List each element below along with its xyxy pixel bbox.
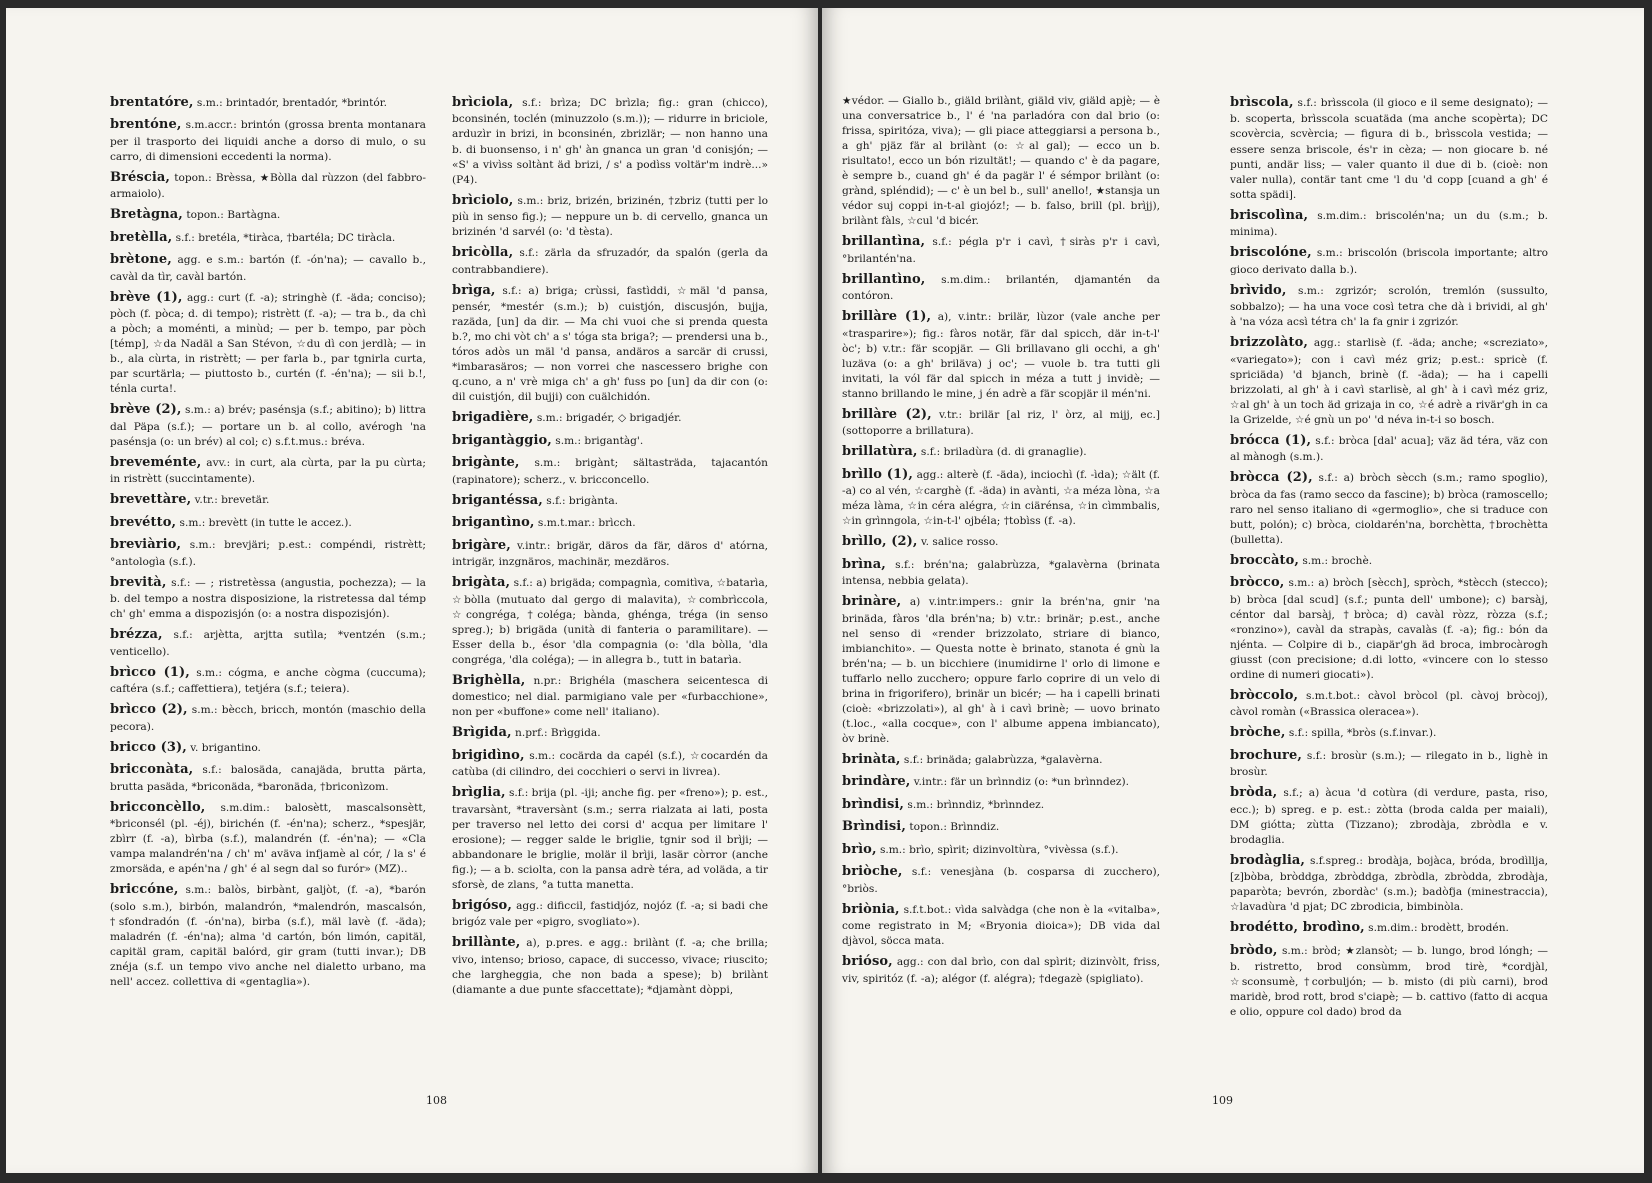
entry-definition: v. brigantino. <box>190 741 261 754</box>
entry-definition: s.m.: brìo, spìrit; dizinvoltùra, °vivèssa (s.f.). <box>879 843 1119 856</box>
dictionary-entry <box>1230 852 1548 916</box>
entry-definition: s.m.: brìnndiz, *brìnndez. <box>907 798 1045 811</box>
headword: briòche, <box>842 864 903 880</box>
dictionary-entry <box>452 432 768 450</box>
entry-definition: n.prf.: Brìggida. <box>515 727 601 740</box>
dictionary-entry <box>110 626 426 659</box>
entry-definition: s.m.: briscolón (briscola importante; altro gioco derivato dalla b.). <box>1230 247 1548 276</box>
headword: bricconàta, <box>110 762 194 778</box>
headword: brézza, <box>110 627 163 643</box>
entry-definition: s.f.: arjètta, arjtta sutìla; *ventzén (s.m.; venticello). <box>110 629 426 658</box>
dictionary-entry <box>842 233 1160 266</box>
dictionary-entry <box>842 841 1160 859</box>
headword: brevettàre, <box>110 492 192 508</box>
entry-definition: s.f.: zärla da sfruzadór, da spalón (gerla da contrabbandiere). <box>452 247 768 276</box>
entry-definition: v.intr.: brigär, däros da fär, däros d' atórna, intrigär, inzgnäros, machinär, mezdäros. <box>452 539 769 569</box>
dictionary-entry <box>110 514 426 532</box>
headword: Brighèlla, <box>452 672 526 688</box>
headword: Bretàgna, <box>110 207 183 223</box>
headword: bròccolo, <box>1230 687 1299 703</box>
left-column-2 <box>452 94 768 1002</box>
entry-definition: s.m.: a) bròch [sècch], spròch, *stècch (stecco); b) bròca [dal scud] (s.f.; punta dell' umbone); c) barsàj, céntor dal barsàj, †bròca; d) cavàl ròzz, ròzza (s.f.; «ronzino»), cavàl da strapàs, cavalàs (f. -a); fig.: bón da njénta. — Colpire di b., ciapär'gh äd broca, imbrocàrogh giusst (con precisione; d.di lotto, «vincere con lo stesso ordine di numeri giocati»). <box>1230 577 1548 681</box>
entry-definition: s.m.: a) brév; pasénsja (s.f.; abitino); b) littra dal Päpa (s.f.); — portare un b. al collo, avérogh 'na pasénsja (o: un brév) al col; c) s.f.t.mus.: bréva. <box>110 404 426 448</box>
dictionary-entry <box>110 799 426 878</box>
dictionary-entry <box>452 574 768 668</box>
dictionary-entry <box>842 863 1160 896</box>
entry-definition: s.f.: pégla p'r i cavì, †siràs p'r i cavì, °brilantén'na. <box>842 236 1160 265</box>
entry-definition: s.m.: balòs, birbànt, galjòt, (f. -a), *barón (solo s.m.), birbón, malandrón, *malendrón, mascalsón, †sfondradón (f. -ón'na), birba (s.f.), mäl lavè (f. -äda); maladrén (f. -én'na); alma 'd cartón, bón limón, capitäl, capitäl gram, capitäl balórd, gir gram (tutti invar.); DB znéja (s.f. un tempo vivo anche nel dialetto urbano, ma nell' accez. collettiva di «gentaglia»). <box>110 884 427 988</box>
dictionary-entry <box>1230 942 1548 1021</box>
entry-definition: s.f.: spilla, *bròs (s.f.invar.). <box>1288 727 1437 740</box>
entry-definition: s.m.dim.: briscolén'na; un du (s.m.; b. minima). <box>1230 209 1548 239</box>
dictionary-entry <box>452 492 768 510</box>
dictionary-entry <box>1230 784 1548 848</box>
entry-definition: s.f.: brìza; DC brìzla; fig.: gran (chicco), bconsinén, toclén (minuzzolo (s.m.)); — ridurre in briciole, arduzìr in brizi, in bconsinén, zbrizlär; — non hanno una b. di buonsenso, i n' gh' àn gnanca un gran 'd conisjón; — «S' a vivìss soltànt äd brizi, / s' a podìss voltär'm indrè...» (P4). <box>452 97 768 186</box>
headword: brillàre (2), <box>842 406 932 422</box>
dictionary-entry <box>452 934 768 998</box>
entry-definition: s.m.: brigantàg'. <box>555 434 644 447</box>
dictionary-entry <box>1230 432 1548 465</box>
dictionary-entry <box>842 533 1160 551</box>
headword: brevità, <box>110 574 167 590</box>
headword: bròcca (2), <box>1230 470 1313 486</box>
entry-definition: s.m.dim.: brodètt, brodén. <box>1368 922 1509 935</box>
entry-definition: topon.: Bartàgna. <box>186 209 281 222</box>
dictionary-entry <box>110 94 426 112</box>
headword: brigóso, <box>452 897 512 913</box>
headword: brillàre (1), <box>842 309 932 325</box>
dictionary-entry <box>1230 747 1548 780</box>
entry-definition: agg.: alterè (f. -äda), inciochì (f. -ìda); ☆ält (f. -a) co al vén, ☆carghè (f. -äda) in avànti, ☆a méza lòna, ☆a méza làma, ☆in céra alégra, ☆in ciärénsa, ☆in cìmmbalis, ☆in grìnngola, ☆in-t-l' ojbéla; †tobìss (f. -a). <box>842 468 1160 528</box>
dictionary-entry <box>110 536 426 569</box>
entry-definition: s.f.: venesjàna (b. cosparsa di zucchero), °briòs. <box>842 866 1161 895</box>
headword: brètone, <box>110 252 172 268</box>
dictionary-entry <box>110 881 426 990</box>
headword: brodàglia, <box>1230 852 1306 868</box>
headword: brigantéssa, <box>452 492 543 508</box>
headword: briscolìna, <box>1230 207 1309 223</box>
dictionary-entry <box>842 271 1160 304</box>
dictionary-entry <box>842 751 1160 769</box>
headword: brève (1), <box>110 289 183 305</box>
headword: brìna, <box>842 556 886 572</box>
dictionary-entry <box>1230 334 1548 428</box>
headword: brìllo (1), <box>842 466 914 482</box>
entry-definition: s.f.: a) bròch sècch (s.m.; ramo spoglio), bròca da fas (ramo secco da fascine); b) bròca (ramoscello; raro nel senso italiano di «germoglio», che si traduce con butt, polón); c) bròca, cioldarén'na, borchètta, †brochètta (bulletta). <box>1230 472 1549 546</box>
dictionary-entry <box>1230 282 1548 331</box>
entry-definition: s.f.; a) àcua 'd cotùra (di verdure, pasta, riso, ecc.); b) spreg. e p. est.: zòtta (broda calda per maiali), DM giótta; zùtta (Tizzano); zbrodàja, zbròdla e v. brodaglia. <box>1230 787 1548 846</box>
entry-definition: ★védor. — Giallo b., giäld brilànt, giäld viv, giäld apjè; — è una conversatrice b., l' é 'na parladóra con dal brio (o: frissa, spiritóza, viva); — gli piace atteggiarsi a persona b., a gh' pjäz fär al brilànt (o: ☆al gal); — ecco un b. risultato!, ecco un bón rizultät!; — quando c' è da pagare, è sempre b., cuand gh' é da pagär l' é sémpor brilànt (o: grànd, spléndid); — c' è un bel b., sull' anello!, ★stansja un védor suj coppi in-t-al giojóz!; — b. falso, brill (pl. brìjj), brilànt fàls, ☆cul 'd bicér. <box>842 95 1160 228</box>
headword: brentóne, <box>110 117 182 133</box>
entry-definition: agg.: con dal brìo, con dal spìrit; dizinvòlt, friss, viv, spiritóz (f. -a); alégor (f. alégra); †degazè (spigliato). <box>842 956 1160 985</box>
entry-definition: s.m.: brintadór, brentadór, *brintór. <box>196 97 388 109</box>
dictionary-entry <box>1230 687 1548 720</box>
entry-definition: s.f.: a) briga; crùssi, fastìddi, ☆mäl 'd pansa, pensér, *mestér (s.m.); b) cuistjón, discusjón, bujja, razäda, [un] da dir. — Ma chi vuoi che si prenda questa b.?, mo chi vòt ch' a s' tóga sta briga?; — prendersi una b., tóros adòs un mäl 'd pansa, andäros a sarcär di crussi, *imbarasäros; — non vorrei che nascessero brighe con q.cuno, a n' vrè miga ch' a gh' fuss po [un] da dir con (o: dil cuistjón, dil bujji) con cuälchidón. <box>452 284 768 404</box>
dictionary-entry <box>452 282 768 406</box>
right-column-2 <box>1230 94 1548 1024</box>
dictionary-entry <box>842 593 1160 747</box>
headword: breviàrio, <box>110 537 182 553</box>
dictionary-entry <box>110 289 426 398</box>
headword: breveménte, <box>110 455 202 470</box>
headword: brìo, <box>842 841 877 857</box>
dictionary-entry <box>1230 207 1548 240</box>
right-page <box>822 8 1644 1173</box>
entry-definition: agg.: starlisè (f. -äda; anche; «screziato», «variegato»); con i cavì méz griz; p.est.: spricè (f. spriciäda) 'd bjanch, brinè (f. -äda); — ha i capelli brizzolati, al gh' à i cavì starlisè, al gh' à i cavì méz griz, ☆al gh' à un toch äd grizaja in co, ☆é adrè a rivär'gh in ca la Grizelde, ☆é gnù un po' 'd néva in-t-i so bosch. <box>1230 337 1548 426</box>
dictionary-entry <box>452 454 768 487</box>
headword: brìscola, <box>1230 95 1294 110</box>
dictionary-entry <box>1230 574 1548 683</box>
entry-definition: a), v.intr.: brilär, lùzor (vale anche per «trasparire»); fig.: fàros notär, fär dal spicch, där in-t-l' òc'; b) v.tr.: fär scopjär. — Gli brillavano gli occhi, a gh' luzäva (o: a gh' briläva) j oc'; — vuole b. tra tutti gli invitati, la vól fär dal spicch in méza a tutt j invidè; — stanno brillando le mine, j én adrè a fär scopjär il mén'ni. <box>842 311 1160 400</box>
dictionary-entry <box>842 796 1160 814</box>
dictionary-entry <box>110 491 426 509</box>
dictionary-entry <box>110 116 426 165</box>
headword: bròda, <box>1230 785 1278 801</box>
entry-definition: s.m.t.mar.: brìcch. <box>537 517 636 530</box>
entry-definition: s.m.: briz, brizén, brizinén, †zbriz (tutti per lo più in senso fig.); — neppure un b. di cervello, gnanca un brizinén 'd sarvél (o: 'd tèsta). <box>452 194 768 239</box>
entry-definition: s.f.spreg.: brodàja, bojàca, bróda, brodìllja, [z]bòba, bròddga, zbròddga, zbròdla, zbròdda, zbrodàja, paparòta; bevrón, zbordàc' (s.m.); badòfja (minestraccia), ☆lavadùra 'd pjat; DC zbrodicia, bimbinòla. <box>1230 854 1548 914</box>
entry-definition: s.f.: — ; ristretèssa (angustia, pochezza); — la b. del tempo a nostra disposizione, la ristretessa dal témp ch' gh' emma a dispozisjón (o: a nostra dispozisjón). <box>110 576 426 621</box>
dictionary-entry <box>452 94 768 188</box>
entry-definition: s.m.dim.: balosètt, mascalsonsètt, *briconsél (pl. -éj), birichén (f. -én'na); scherz., *spesjär, zbìrr (f. -a), bìrba (s.f.), malandrén (f. -én'na); — «Cla vampa malandrén'na / ch' m' aväva infjamè al cór, / la s' é zmorsäda, e apén'na / gh' é al segn dal so furór» (MZ).. <box>110 801 427 876</box>
dictionary-entry <box>110 251 426 284</box>
dictionary-entry <box>842 953 1160 986</box>
dictionary-entry <box>110 454 426 487</box>
dictionary-entry <box>452 897 768 930</box>
headword: brindàre, <box>842 774 911 790</box>
headword: Brìndisi, <box>842 819 906 835</box>
dictionary-entry <box>452 747 768 780</box>
dictionary-entry <box>842 443 1160 461</box>
entry-definition: v. salice rosso. <box>920 536 999 549</box>
entry-definition: s.f.: balosäda, canajäda, brutta pärta, brutta pasäda, *briconäda, *baronäda, †briconìzom. <box>110 764 427 793</box>
entry-definition: s.f.: brigànta. <box>546 494 619 507</box>
headword: brigantìno, <box>452 515 535 531</box>
headword: Brìgida, <box>452 725 512 741</box>
headword: brillànte, <box>452 935 521 951</box>
headword: brinàta, <box>842 752 901 768</box>
headword: brinàre, <box>842 594 902 610</box>
entry-definition: s.f.: brinäda; galabrùzza, *galavèrna. <box>903 754 1103 767</box>
headword: brillatùra, <box>842 444 918 460</box>
dictionary-entry <box>110 229 426 247</box>
entry-definition: s.m.accr.: brintón (grossa brenta montanara per il trasporto dei liquidi anche a dorso di mulo, o su carro, di dimensioni eccedenti la norma). <box>110 119 426 163</box>
dictionary-entry <box>842 773 1160 791</box>
headword: brìga, <box>452 282 496 298</box>
headword: brizzolàto, <box>1230 335 1308 351</box>
headword: brigadière, <box>452 410 534 426</box>
headword: brigàta, <box>452 575 511 591</box>
entry-definition: s.m.: bècch, bricch, montón (maschio della pecora). <box>110 704 426 733</box>
dictionary-entry <box>842 818 1160 836</box>
entry-definition: s.m.t.bot.: càvol bròcol (pl. càvoj bròcoj), càvol romàn («Brassica oleracea»). <box>1230 689 1548 719</box>
headword: broccàto, <box>1230 552 1299 568</box>
entry-definition: s.m.: brigadér, ◇ brigadjér. <box>536 412 682 425</box>
entry-definition: s.m.: cógma, e anche cògma (cuccuma); caftéra (s.f.; caffettiera), tetjéra (s.f.; teiera). <box>110 666 426 696</box>
entry-definition: s.f.t.bot.: vìda salvàdga (che non è la «vitalba», come registrato in M; «Bryonia dioica»); DB vida dal djàvol, söcca mata. <box>842 903 1160 948</box>
entry-definition: s.f.: brén'na; galabrùzza, *galavèrna (brinata intensa, nebbia gelata). <box>842 558 1160 588</box>
dictionary-entry <box>110 739 426 757</box>
entry-definition: s.m.: bròd; ★zlansòt; — b. lungo, brod lóngh; — b. ristretto, brod consùmm, brod tirè, *cordjàl, ☆sconsumè, †corbuljón; — b. misto (di più carni), brod maridè, brod rott, brod s'ciapè; — b. cattivo (fatto di acqua e olio, oppure col dado) brod da <box>1230 944 1548 1019</box>
entry-definition: s.m.: cocärda da capél (s.f.), ☆cocardén da catùba (di cilindro, dei cocchieri o servi in livrea). <box>452 749 768 779</box>
dictionary-entry <box>1230 552 1548 570</box>
headword: bricòlla, <box>452 245 514 261</box>
entry-definition: s.m.: brigànt; sältasträda, tajacantón (rapinatore); scherz., v. bricconcello. <box>452 457 768 486</box>
dictionary-entry <box>452 724 768 742</box>
headword: brigidìno, <box>452 747 525 763</box>
headword: brodétto, brodìno, <box>1230 920 1365 936</box>
entry-definition: a), p.pres. e agg.: brilànt (f. -a; che brilla; vivo, intenso; brioso, capace, di successo, vivace; riuscito; che largheggia, che non bada a spese); b) brilànt (diamante a due punte sfaccettate); *djamànt dòppi, <box>452 937 768 996</box>
headword: brigànte, <box>452 455 520 471</box>
dictionary-entry <box>452 244 768 277</box>
entry-definition: s.m.: brochè. <box>1302 554 1373 567</box>
entry-definition: v.tr.: brevetär. <box>194 494 270 507</box>
headword: bròcco, <box>1230 575 1285 591</box>
headword: brentatóre, <box>110 95 194 110</box>
dictionary-entry <box>1230 724 1548 742</box>
dictionary-entry <box>110 574 426 623</box>
entry-definition: s.f.: bretéla, *tiràca, †bartéla; DC tiràcla. <box>175 231 396 244</box>
entry-definition: s.f.: a) brigäda; compagnìa, comitìva, ☆batarìa, ☆bòlla (mutuato dal gergo di malavita), ☆combrìccola, ☆congréga, †coléga; bànda, ghénga, tréga (in senso spreg.); b) brigäda (unità di fanteria o paramilitare). — Esser della b., ésor 'dla compagnia (o: 'dla bòlla, 'dla congréga, 'dla coléga); — in allegra b., tutt in batarìa. <box>452 577 769 666</box>
headword: bròche, <box>1230 725 1286 741</box>
headword: brióso, <box>842 954 893 970</box>
entry-definition: s.m.: zgrizór; scrolón, tremlón (sussulto, sobbalzo); — ha una voce così tetra che dà i brividi, al gh' à 'na vóza acsì tétra ch' la fa gnir i zgrizór. <box>1230 284 1548 329</box>
dictionary-entry <box>1230 469 1548 548</box>
dictionary-entry <box>1230 919 1548 937</box>
headword: briscolóne, <box>1230 245 1312 261</box>
entry-definition: v.tr.: brilär [al riz, l' òrz, al mijj, ec.] (sottoporre a brillatura). <box>842 408 1160 438</box>
headword: brìcco (1), <box>110 664 190 680</box>
dictionary-entry <box>110 761 426 794</box>
dictionary-entry <box>110 701 426 734</box>
headword: bricco (3), <box>110 739 187 755</box>
entry-definition: s.f.: brìsscola (il gioco e il seme designato); — b. scoperta, brìsscola scuatäda (ma anche scopèrta); DC scovèrcia, scvèrcia; — figura di b., brìsscola vestida; — essere senza briscole, és'r in cèza; — non giocare b. né punti, andär liss; — valer quanto il due di b. (cioè: non valer nulla), contär tant cme 'l du 'd copp [cuand a gh' é sotta spädi]. <box>1230 97 1549 201</box>
entry-definition: topon.: Brèssa, ★Bòlla dal rùzzon (del fabbro-armaiolo). <box>110 171 426 201</box>
dictionary-entry <box>842 308 1160 402</box>
entry-definition: agg.: curt (f. -a); stringhè (f. -äda; conciso); pòch (f. pòca; d. di tempo); ristrètt (f. -a); — tra b., da chì a pòch; a moménti, a minùd; — per b. tempo, par pòch [témp], ☆da Nadäl a San Stévon, ☆du dì con jerdlà; — in b., ala cùrta, in ristrètt; — per farla b., par tgnirla curta, par scurtärla; — piuttosto b., curtén (f. -én'na); — sii b.!, ténla curta!. <box>110 291 427 396</box>
dictionary-entry <box>110 401 426 450</box>
left-page <box>6 8 818 1173</box>
headword: brève (2), <box>110 402 182 418</box>
entry-definition: s.f.: brosùr (s.m.); — rilegato in b., lighè in brosùr. <box>1230 749 1548 779</box>
headword: brìglia, <box>452 785 506 801</box>
entry-definition: avv.: in curt, ala cùrta, par la pu cùrta; in ristrètt (succintamente). <box>110 457 426 486</box>
left-column-1 <box>110 94 426 994</box>
headword: brevétto, <box>110 514 177 530</box>
dictionary-entry <box>842 556 1160 589</box>
dictionary-entry <box>110 169 426 202</box>
headword: brìciola, <box>452 95 514 110</box>
headword: brillantìna, <box>842 234 926 250</box>
headword: brìndisi, <box>842 796 905 812</box>
entry-definition: s.f.: bròca [dal' acua]; väz äd téra, väz con al mànogh (s.m.). <box>1230 434 1548 464</box>
entry-definition: agg. e s.m.: bartón (f. -ón'na); — cavallo b., cavàl da tìr, cavàl bartón. <box>110 254 426 283</box>
entry-definition: s.m.: brevjäri; p.est.: compéndi, ristrètt; °antologìa (s.f.). <box>110 539 427 568</box>
headword: brìllo, (2), <box>842 534 918 550</box>
dictionary-entry <box>1230 244 1548 277</box>
dictionary-entry <box>842 406 1160 439</box>
dictionary-entry <box>842 94 1160 229</box>
headword: brillantìno, <box>842 271 926 287</box>
entry-definition: n.pr.: Brighéla (maschera seicentesca di domestico; nel dial. parmigiano vale per «furbacchione», non per «buffone» come nell' italiano). <box>452 674 768 719</box>
right-column-1 <box>842 94 1160 991</box>
dictionary-entry <box>452 784 768 893</box>
headword: bretèlla, <box>110 229 173 245</box>
dictionary-entry <box>1230 94 1548 203</box>
dictionary-entry <box>452 537 768 570</box>
dictionary-entry <box>110 664 426 697</box>
entry-definition: agg.: dificcil, fastidjóz, nojóz (f. -a; si badi che brigóz vale per «pigro, svogliato»). <box>452 899 768 929</box>
headword: briccóne, <box>110 882 179 898</box>
dictionary-entry <box>452 409 768 427</box>
page-number-right: 109 <box>1212 1094 1233 1107</box>
dictionary-entry <box>452 672 768 721</box>
entry-definition: s.m.dim.: brilantén, djamantén da contóron. <box>842 273 1160 303</box>
headword: brigàre, <box>452 537 511 553</box>
headword: brìvido, <box>1230 282 1287 298</box>
headword: brócca (1), <box>1230 432 1312 448</box>
entry-definition: v.intr.: fär un brìnndiz (o: *un brìnndez). <box>913 776 1129 789</box>
page-number-left: 108 <box>426 1094 447 1107</box>
entry-definition: s.f.: briladùra (d. di granaglie). <box>920 446 1087 459</box>
headword: bròdo, <box>1230 942 1278 958</box>
dictionary-entry <box>452 514 768 532</box>
entry-definition: topon.: Brìnndiz. <box>909 821 1000 834</box>
headword: bricconcèllo, <box>110 799 206 815</box>
entry-definition: s.f.: brija (pl. -iji; anche fig. per «freno»); p. est., travarsànt, *traversànt (s.m.; serra rialzata ai lati, posta per traverso nel letto dei corsi d' acqua per limitare l' erosione); — regger salde le briglie, tgnir sod il brìji; — abbandonare le briglie, molär il brìji, lasär còrror (anche fig.); — a b. sciolta, con la pansa adrè téra, ad voläda, a tir sforsè, de zlans, °a tutta manetta. <box>452 787 769 891</box>
headword: briònia, <box>842 901 900 917</box>
headword: Bréscia, <box>110 169 171 185</box>
dictionary-entry <box>842 466 1160 530</box>
entry-definition: s.m.: brevètt (in tutte le accez.). <box>179 516 352 529</box>
headword: brìciolo, <box>452 192 514 208</box>
entry-definition: a) v.intr.impers.: gnir la brén'na, gnir 'na brinäda, fàros 'dla brén'na; b) v.tr.: brinär; p.est., anche nel senso di «render brizzolato, striare di bianco, imbianchito». — Questa notte è brinato, stanota é gnù la brén'na; — b. un bicchiere (inumidirne l' orlo di limone e tuffarlo nello zucchero; oppure farlo coprire di un velo di brina in frigorifero), brinär un bicér; — ha i capelli brinati (cioè: «brizzolati»), al gh' à i cavì brinè; — uovo brinato (t.loc., «alla cocque», con l' albume appena imbiancato), òv brinè. <box>842 596 1160 745</box>
dictionary-entry <box>110 206 426 224</box>
headword: brochure, <box>1230 747 1302 763</box>
headword: brìcco (2), <box>110 702 188 718</box>
headword: brigantàggio, <box>452 432 552 448</box>
dictionary-entry <box>842 901 1160 950</box>
dictionary-entry <box>452 192 768 241</box>
